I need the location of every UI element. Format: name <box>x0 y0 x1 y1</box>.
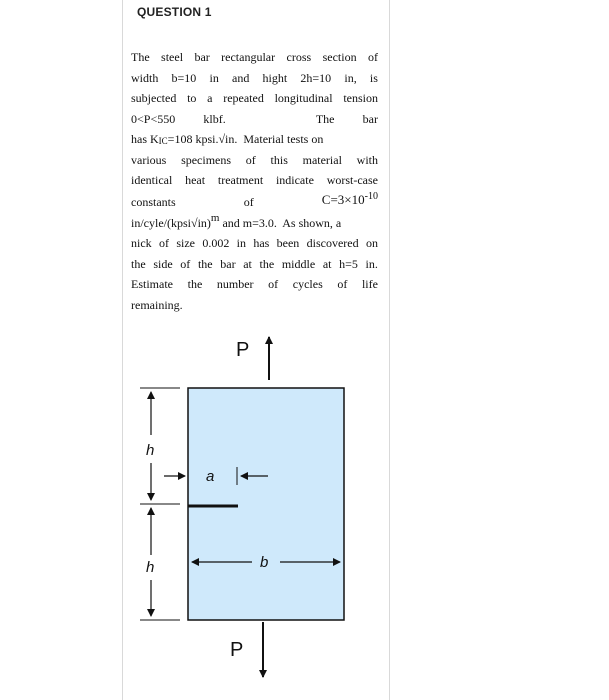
text-line-8: constants of $C=3\times 10^{-10}$ <box>131 191 378 209</box>
h-upper-label: h <box>146 442 155 459</box>
text-line-2: width b=10 in and hight 2h=10 in, is <box>131 70 378 85</box>
text-line-6: various specimens of this material with <box>131 152 378 167</box>
plate <box>188 388 344 620</box>
text-line-11: the side of the bar at the middle at h=5 in. <box>131 256 378 271</box>
text-line-1: The steel bar rectangular cross section of <box>131 50 378 64</box>
text-line-3: subjected to a repeated longitudinal tension <box>131 91 378 105</box>
text-line-4: 0<P<550 klbf. The bar <box>131 111 378 126</box>
question-title: QUESTION 1 <box>137 5 212 19</box>
h-lower-label: h <box>146 559 155 576</box>
text-line-5: has K IC =108 kpsi.√in. Material tests on <box>131 132 324 146</box>
text-line-13: remaining. <box>131 297 183 312</box>
crack-length-label: a <box>206 468 215 485</box>
text-line-12: Estimate the number of cycles of life <box>131 277 378 291</box>
top-load-label: P <box>236 339 250 361</box>
text-line-10: nick of size 0.002 in has been discovered on <box>131 236 378 250</box>
text-line-7: identical heat treatment indicate worst-case <box>131 173 378 187</box>
text-line-9: in/cyle/(kpsi√in) m and m=3.0. As shown, a <box>131 211 342 230</box>
bottom-load-label: P <box>230 639 244 661</box>
width-label: b <box>260 554 269 571</box>
